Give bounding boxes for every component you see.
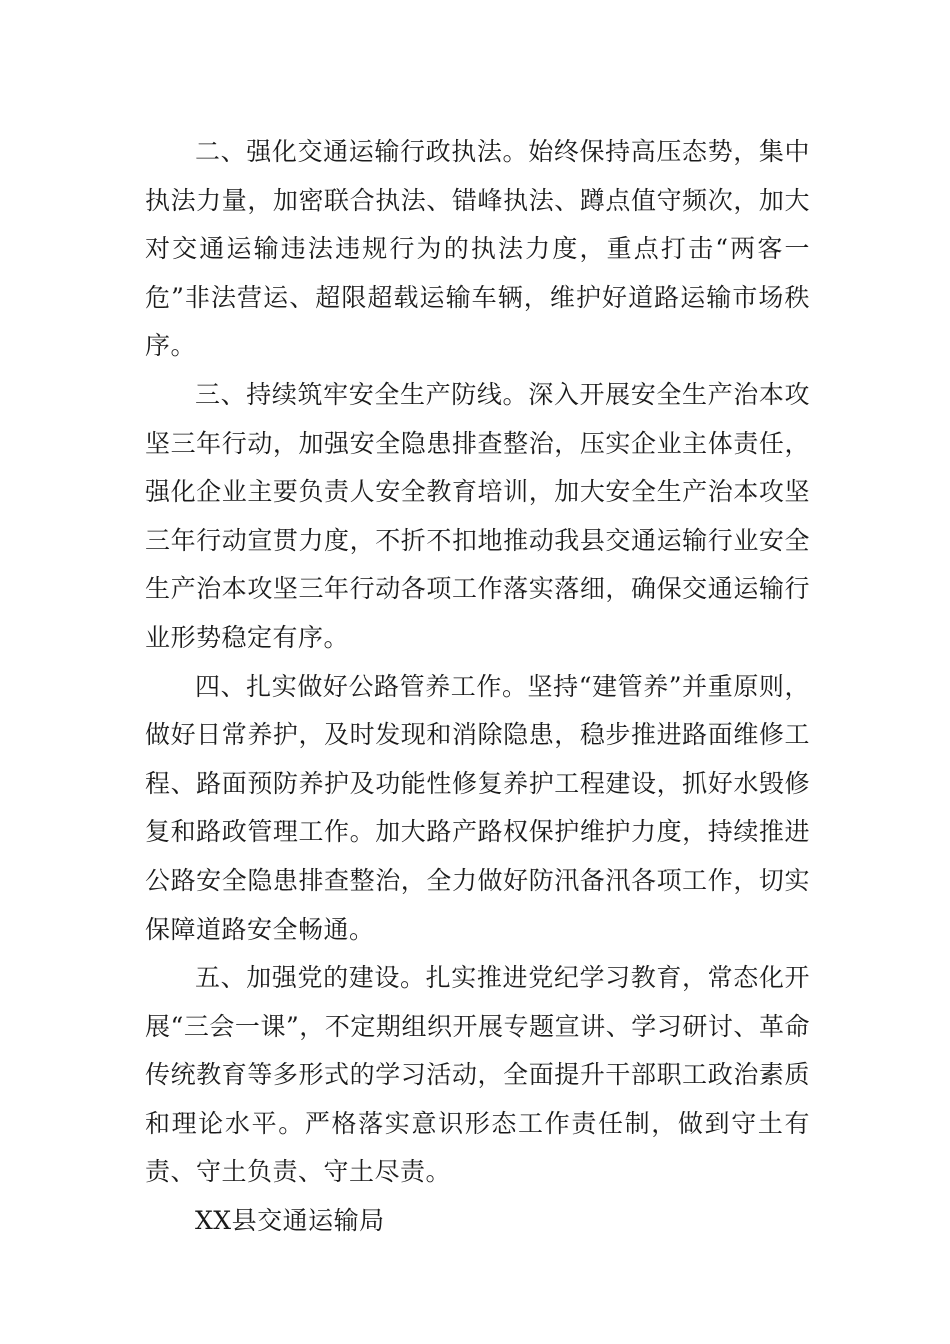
- paragraph-safety-production: 三、持续筑牢安全生产防线。深入开展安全生产治本攻坚三年行动，加强安全隐患排查整治，压实企业主体责任，强化企业主要负责人安全教育培训，加大安全生产治本攻坚三年行动宣贯力度，不折不扣地推动我县交通运输行业安全生产治本攻坚三年行动各项工作落实落细，确保交通运输行业形势稳定有序。: [145, 379, 810, 652]
- paragraph-road-maintenance: 四、扎实做好公路管养工作。坚持“建管养”并重原则，做好日常养护，及时发现和消除隐患，稳步推进路面维修工程、路面预防养护及功能性修复养护工程建设，抓好水毁修复和路政管理工作。加大路产路权保护维护力度，持续推进公路安全隐患排查整治，全力做好防汛备汛各项工作，切实保障道路安全畅通。: [145, 671, 810, 944]
- document-body: [145, 128, 810, 1246]
- paragraph-law-enforcement: 二、强化交通运输行政执法。始终保持高压态势，集中执法力量，加密联合执法、错峰执法、蹲点值守频次，加大对交通运输违法违规行为的执法力度，重点打击“两客一危”非法营运、超限超载运输车辆，维护好道路运输市场秩序。: [145, 137, 810, 361]
- signature-organization: XX县交通运输局: [195, 1206, 385, 1236]
- paragraph-party-building: 五、加强党的建设。扎实推进党纪学习教育，常态化开展“三会一课”，不定期组织开展专题宣讲、学习研讨、革命传统教育等多形式的学习活动，全面提升干部职工政治素质和理论水平。严格落实意识形态工作责任制，做到守土有责、守土负责、守土尽责。: [145, 963, 810, 1187]
